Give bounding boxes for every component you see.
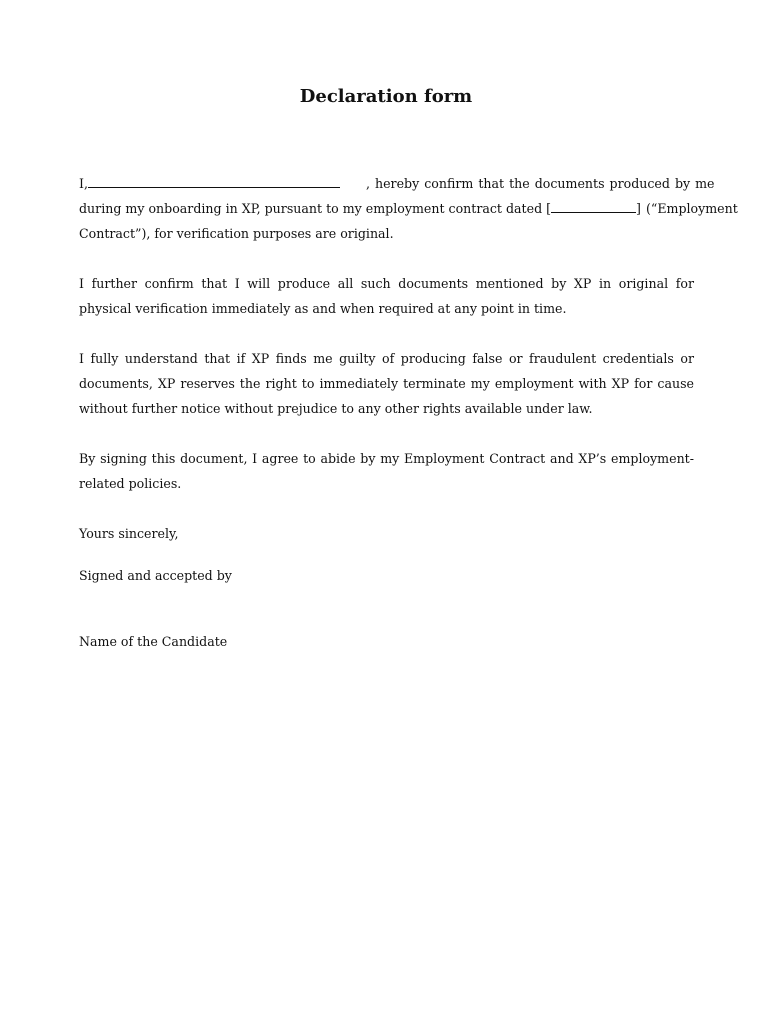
candidate-name-label: Name of the Candidate	[79, 634, 228, 649]
document-title: Declaration form	[299, 86, 473, 107]
confirmation-line-2	[79, 196, 738, 221]
confirmation-line-1	[79, 171, 715, 196]
after-date-text: ] (“Employment	[636, 201, 738, 216]
contract-date-blank-field[interactable]	[551, 200, 636, 213]
agreement-paragraph: By signing this document, I agree to abide by my Employment Contract and XP’s employment- related policies.	[79, 451, 694, 491]
signed-accepted-label: Signed and accepted by	[79, 568, 232, 583]
closing-text: Yours sincerely,	[79, 526, 179, 541]
physical-verification-paragraph: I further confirm that I will produce all such documents mentioned by XP in original for physical verification immediately as and when required at any point in time.	[79, 276, 694, 316]
confirmation-line-3: Contract”), for verification purposes are original.	[79, 226, 394, 241]
name-blank-field[interactable]	[88, 175, 340, 188]
lead-text: I,	[79, 176, 88, 191]
name-lead	[79, 171, 366, 196]
termination-paragraph: I fully understand that if XP finds me guilty of producing false or fraudulent credentials or documents, XP reserves the right to immediately terminate my employment with XP for cause without further notice without prejudice to any other rights available under law.	[79, 351, 694, 416]
before-date-text: during my onboarding in XP, pursuant to my employment contract dated [	[79, 201, 552, 216]
date-lead	[79, 196, 636, 221]
confirmation-paragraph	[79, 171, 738, 246]
after-name-text: , hereby confirm that the documents produced by me	[365, 176, 715, 191]
